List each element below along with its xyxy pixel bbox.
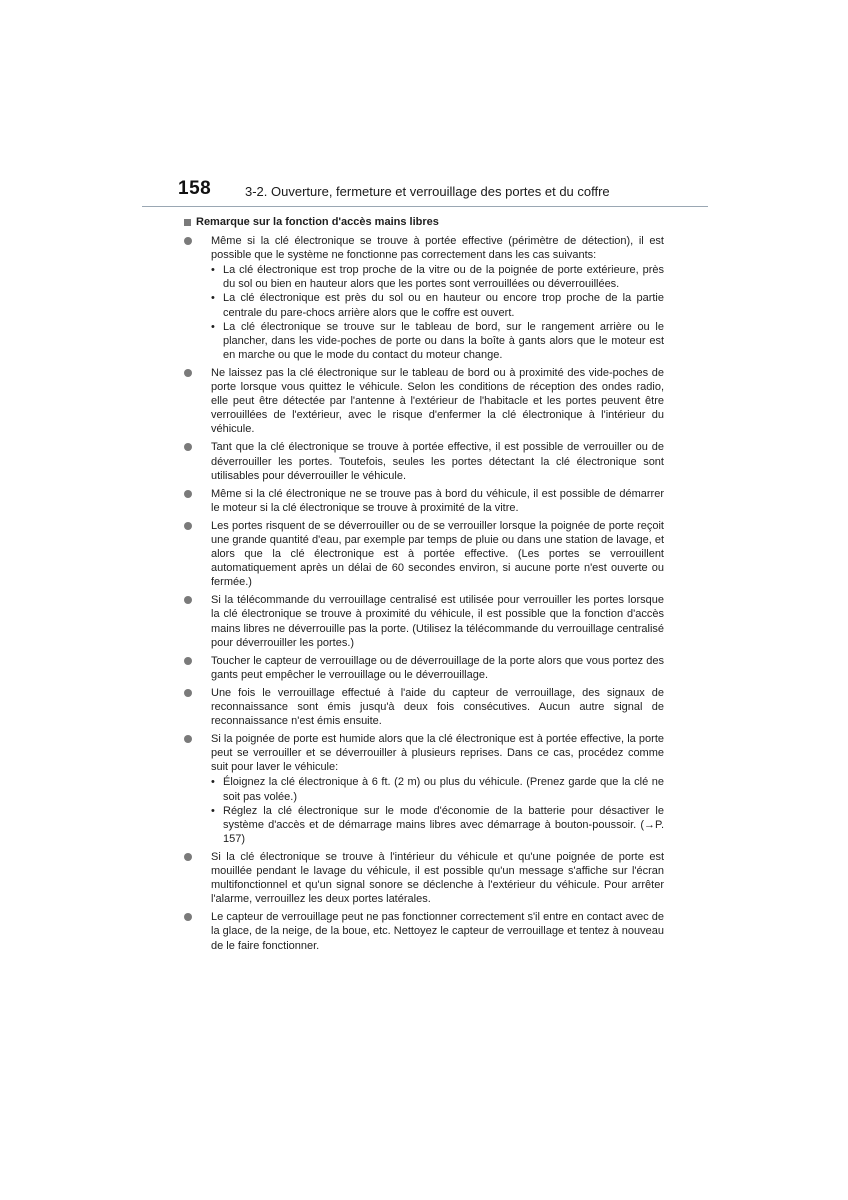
list-item bbox=[184, 850, 664, 906]
sub-item-text: Éloignez la clé électronique à 6 ft. (2 m) ou plus du véhicule. (Prenez garde que la clé ne soit pas volée.) bbox=[223, 776, 664, 803]
circle-bullet-icon bbox=[184, 689, 192, 697]
bullet-text: Toucher le capteur de verrouillage ou de déverrouillage de la porte alors que vous portez des gants peut empêcher le verrouillage ou le déverrouillage. bbox=[211, 654, 664, 681]
circle-bullet-icon bbox=[184, 237, 192, 245]
list-item bbox=[184, 686, 664, 728]
section-title: Remarque sur la fonction d'accès mains libres bbox=[196, 216, 439, 228]
dot-marker-icon: • bbox=[211, 320, 215, 333]
chapter-title: 3-2. Ouverture, fermeture et verrouillage des portes et du coffre bbox=[245, 184, 610, 199]
sub-list bbox=[201, 263, 664, 362]
sub-item-text: Réglez la clé électronique sur le mode d'économie de la batterie pour désactiver le système d'accès et de démarrage mains libres avec démarrage à bouton-poussoir. (→P. 157) bbox=[223, 804, 664, 845]
bullet-text: Même si la clé électronique ne se trouve pas à bord du véhicule, il est possible de démarrer le moteur si la clé électronique se trouve à proximité de la vitre. bbox=[211, 487, 664, 514]
circle-bullet-icon bbox=[184, 443, 192, 451]
list-item bbox=[184, 366, 664, 436]
bullet-text: Ne laissez pas la clé électronique sur le tableau de bord ou à proximité des vide-poches de porte lorsque vous quittez le véhicule. Selon les conditions de réception des ondes radio, elle peut être détectée par l'antenne à l'extérieur de l'habitacle et les portes peuvent être verrouillées de l'extérieur, avec le risque d'enfermer la clé électronique à l'intérieur du véhicule. bbox=[211, 366, 664, 436]
sub-item-text: La clé électronique est trop proche de la vitre ou de la poignée de porte extérieure, près du sol ou bien en hauteur alors que les portes sont verrouillées ou déverrouillées. bbox=[223, 264, 664, 291]
sub-list-item bbox=[211, 263, 664, 291]
circle-bullet-icon bbox=[184, 522, 192, 530]
list-item bbox=[184, 487, 664, 515]
page-number: 158 bbox=[178, 178, 212, 199]
circle-bullet-icon bbox=[184, 490, 192, 498]
bullet-text: Les portes risquent de se déverrouiller ou de se verrouiller lorsque la poignée de porte reçoit une grande quantité d'eau, par exemple par temps de pluie ou dans une station de lavage, et alors que la clé électronique est à portée effective. (Les portes se verrouillent automatiquement après un délai de 60 secondes environ, si aucune porte n'est ouverte ou fermée.) bbox=[211, 519, 664, 589]
dot-marker-icon: • bbox=[211, 776, 215, 789]
section-content bbox=[184, 215, 664, 957]
section-heading bbox=[184, 215, 664, 229]
square-bullet-icon bbox=[184, 219, 191, 226]
sub-list bbox=[201, 775, 664, 845]
list-item bbox=[184, 910, 664, 952]
sub-list-item bbox=[211, 775, 664, 803]
list-item bbox=[184, 654, 664, 682]
bullet-text: Si la clé électronique se trouve à l'intérieur du véhicule et qu'une poignée de porte est mouillée pendant le lavage du véhicule, il est possible qu'un message s'affiche sur l'écran multifonctionnel et qu'un signal sonore se déclenche à l'extérieur du véhicule. Pour arrêter l'alarme, verrouillez les deux portes latérales. bbox=[211, 850, 664, 906]
sub-list-item bbox=[211, 804, 664, 846]
bullet-text: Le capteur de verrouillage peut ne pas fonctionner correctement s'il entre en contact avec de la glace, de la neige, de la boue, etc. Nettoyez le capteur de verrouillage et tentez à nouveau de le faire fonctionner. bbox=[211, 911, 664, 952]
circle-bullet-icon bbox=[184, 735, 192, 743]
bullet-text: Même si la clé électronique se trouve à portée effective (périmètre de détection), il est possible que le système ne fonctionne pas correctement dans les cas suivants: bbox=[211, 235, 664, 262]
header-rule bbox=[142, 206, 708, 207]
bullet-text: Une fois le verrouillage effectué à l'aide du capteur de verrouillage, des signaux de reconnaissance sont émis jusqu'à deux fois consécutives. Aucun autre signal de reconnaissance n'est émis ensuite. bbox=[211, 686, 664, 728]
dot-marker-icon: • bbox=[211, 292, 215, 305]
circle-bullet-icon bbox=[184, 596, 192, 604]
dot-marker-icon: • bbox=[211, 264, 215, 277]
bullet-text: Si la poignée de porte est humide alors que la clé électronique est à portée effective, la porte peut se verrouiller et se déverrouiller à plusieurs reprises. Dans ce cas, procédez comme suit pour laver le véhicule: bbox=[211, 733, 664, 774]
bullet-list bbox=[184, 234, 664, 953]
sub-item-text: La clé électronique est près du sol ou en hauteur ou encore trop proche de la partie centrale du pare-chocs arrière alors que le coffre est ouvert. bbox=[223, 292, 664, 319]
list-item bbox=[184, 234, 664, 362]
sub-list-item bbox=[211, 291, 664, 319]
dot-marker-icon: • bbox=[211, 804, 215, 817]
circle-bullet-icon bbox=[184, 853, 192, 861]
circle-bullet-icon bbox=[184, 369, 192, 377]
list-item bbox=[184, 593, 664, 649]
bullet-text: Tant que la clé électronique se trouve à portée effective, il est possible de verrouiller ou de déverrouiller les portes. Toutefois, seules les portes détectant la clé électronique sont utilisables pour déverrouiller le véhicule. bbox=[211, 441, 664, 482]
list-item bbox=[184, 519, 664, 589]
list-item bbox=[184, 732, 664, 846]
sub-item-text: La clé électronique se trouve sur le tableau de bord, sur le rangement arrière ou le plancher, dans les vide-poches de porte ou dans la boîte à gants alors que le moteur est en marche ou que le mode du contact du moteur change. bbox=[223, 320, 664, 361]
circle-bullet-icon bbox=[184, 913, 192, 921]
circle-bullet-icon bbox=[184, 657, 192, 665]
bullet-text: Si la télécommande du verrouillage centralisé est utilisée pour verrouiller les portes lorsque la clé électronique se trouve à proximité du véhicule, il est possible que la fonction d'accès mains libres ne déverrouille pas la porte. (Utilisez la télécommande du verrouillage centralisé pour déverrouiller les portes.) bbox=[211, 594, 664, 649]
sub-list-item bbox=[211, 320, 664, 362]
list-item bbox=[184, 440, 664, 482]
